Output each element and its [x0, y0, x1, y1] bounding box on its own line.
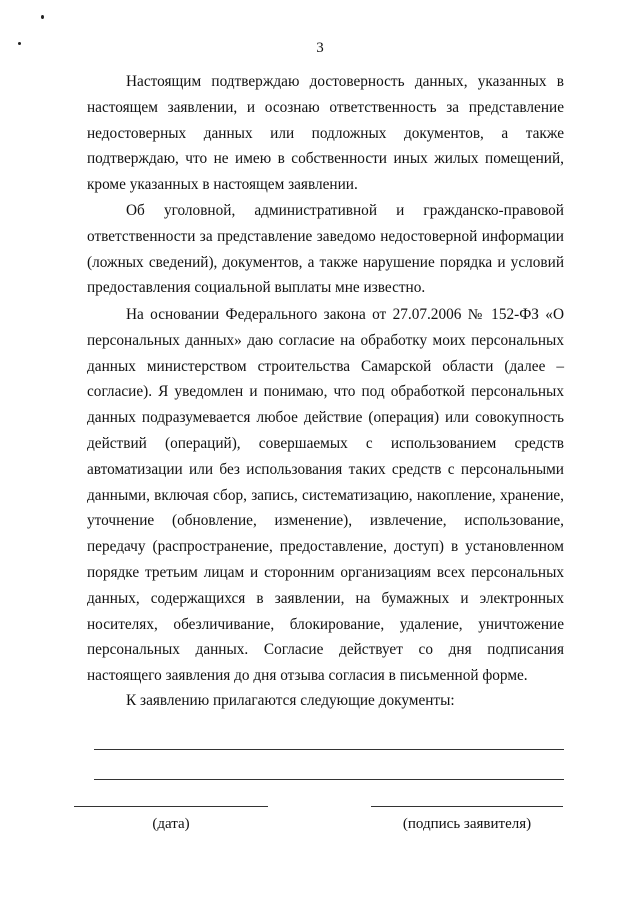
page-number: 3 — [316, 40, 324, 56]
date-line[interactable] — [74, 806, 268, 807]
paragraph-confirmation — [87, 69, 564, 198]
date-caption: (дата) — [152, 816, 190, 832]
signature-caption: (подпись заявителя) — [402, 816, 532, 832]
paragraph-text: Настоящим подтверждаю достоверность данных, указанных в настоящем заявлении, и осознаю ответственность за представление недостоверных данных или подложных документов, а также подтверждаю, что не имею в собственности иных жилых помещений, кроме указанных в настоящем заявлении. — [87, 73, 564, 194]
attachments-fill-line[interactable] — [94, 779, 564, 780]
paragraph-text: Об уголовной, административной и гражданско-правовой ответственности за представление заведомо недостоверной информации (ложных сведений), документов, а также нарушение порядка и условий предоставления социальной выплаты мне известно. — [87, 202, 564, 297]
paragraph-text: К заявлению прилагаются следующие документы: — [126, 692, 455, 709]
paragraph-text: На основании Федерального закона от 27.07.2006 № 152-ФЗ «О персональных данных» даю согласие на обработку моих персональных данных министерством строительства Самарской области (далее – согласие). Я уведомлен и понимаю, что под обработкой персональных данных подразумевается любое действие (операция) или совокупность действий (операций), совершаемых с использованием средств автоматизации или без использования таких средств с персональными данными, включая сбор, запись, систематизацию, накопление, хранение, уточнение (обновление, изменение), извлечение, использование, передачу (распространение, предоставление, доступ) в установленном порядке третьим лицам и сторонним организациям всех персональных данных, содержащихся в заявлении, на бумажных и электронных носителях, обезличивание, блокирование, удаление, уничтожение персональных данных. Согласие действует со дня подписания настоящего заявления до дня отзыва согласия в письменной форме. — [87, 306, 564, 685]
paragraph-liability — [87, 198, 564, 301]
paragraph-attachments — [87, 688, 564, 714]
scan-mark — [41, 15, 44, 19]
attachments-fill-line[interactable] — [94, 749, 564, 750]
signature-line[interactable] — [371, 806, 563, 807]
paragraph-personal-data-consent — [87, 302, 564, 689]
